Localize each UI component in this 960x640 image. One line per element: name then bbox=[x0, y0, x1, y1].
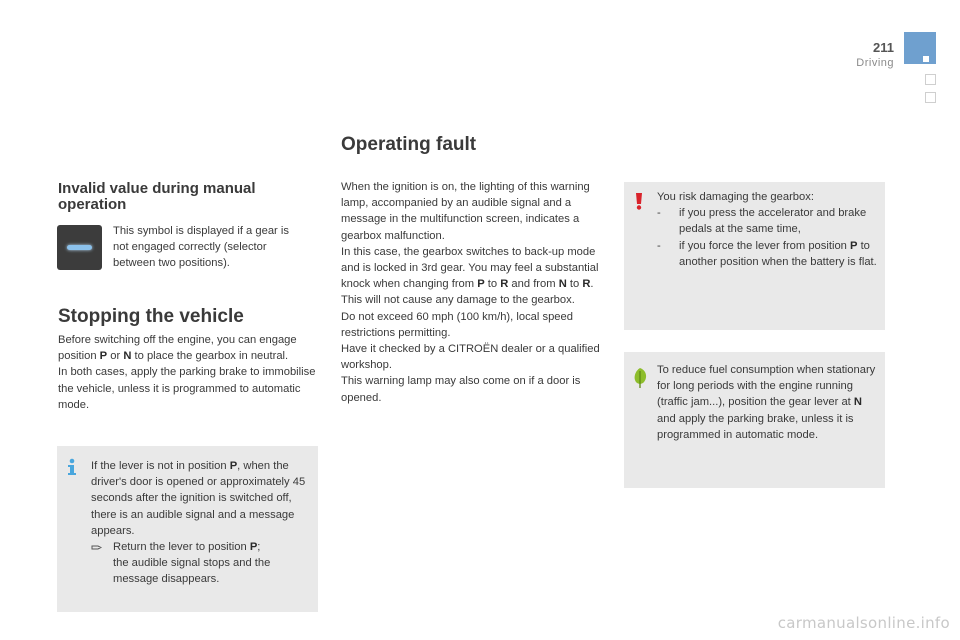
operating-fault-text: When the ignition is on, the lighting of this warning lamp, accompanied by an audible signal and a message in the multifunction screen, indicates a gearbox malfunction. In this case, the gearbox switches to back-up mode and is locked in 3rd gear. You may feel a substantial knock when changing from P to R and from N to R. This will not cause any damage to the gearbox. Do not exceed 60 mph (100 km/h), local speed restrictions permitting. Have it checked by a CITROËN dealer or a qualified workshop. This warning lamp may also come on if a door is opened. bbox=[341, 181, 600, 404]
warning-box-text: You risk damaging the gearbox: - if you press the accelerator and brake pedals at the same time, - if you force the lever from position P to another position when the battery is flat. bbox=[657, 189, 881, 270]
info-icon bbox=[65, 458, 79, 476]
eco-leaf-icon bbox=[631, 367, 649, 389]
chapter-tab-active bbox=[904, 32, 936, 64]
tab-marker bbox=[923, 56, 929, 62]
stopping-heading: Stopping the vehicle bbox=[58, 306, 244, 327]
eco-box-text: To reduce fuel consumption when stationary for long periods with the engine running (traffic jam...), position the gear lever at N and apply the parking brake, unless it is programmed in automatic mode. bbox=[657, 364, 876, 441]
invalid-value-heading: Invalid value during manual operation bbox=[58, 180, 256, 213]
info-box bbox=[57, 446, 318, 612]
page-number: 211 bbox=[873, 40, 894, 55]
eco-box bbox=[624, 352, 885, 488]
stopping-text: Before switching off the engine, you can engage position P or N to place the gearbox in neutral. In both cases, apply the parking brake to immobilise the vehicle, unless it is programmed to automatic mode. bbox=[58, 334, 316, 411]
chapter-tab bbox=[925, 74, 936, 85]
warning-box bbox=[624, 182, 885, 330]
invalid-value-text: This symbol is displayed if a gear is not engaged correctly (selector between two positions). bbox=[113, 225, 289, 270]
chapter-title: Driving bbox=[856, 57, 894, 69]
pointing-hand-icon bbox=[91, 539, 113, 588]
info-bullet: Return the lever to position P; the audible signal stops and the message disappears. bbox=[91, 539, 313, 588]
info-box-text: If the lever is not in position P, when the driver's door is opened or approximately 45 seconds after the ignition is switched off, there is an audible signal and a message appears. Return the lever to position P; the audible signal stops and the message disappears. bbox=[91, 458, 313, 588]
warning-exclamation-icon bbox=[633, 192, 645, 210]
watermark: carmanualsonline.info bbox=[777, 614, 950, 632]
warning-item: - if you force the lever from position P to another position when the battery is flat. bbox=[657, 239, 877, 268]
chapter-tab bbox=[925, 92, 936, 103]
operating-fault-heading: Operating fault bbox=[341, 134, 477, 155]
gear-invalid-symbol-icon bbox=[57, 225, 102, 270]
warning-item: - if you press the accelerator and brake pedals at the same time, bbox=[657, 207, 867, 236]
